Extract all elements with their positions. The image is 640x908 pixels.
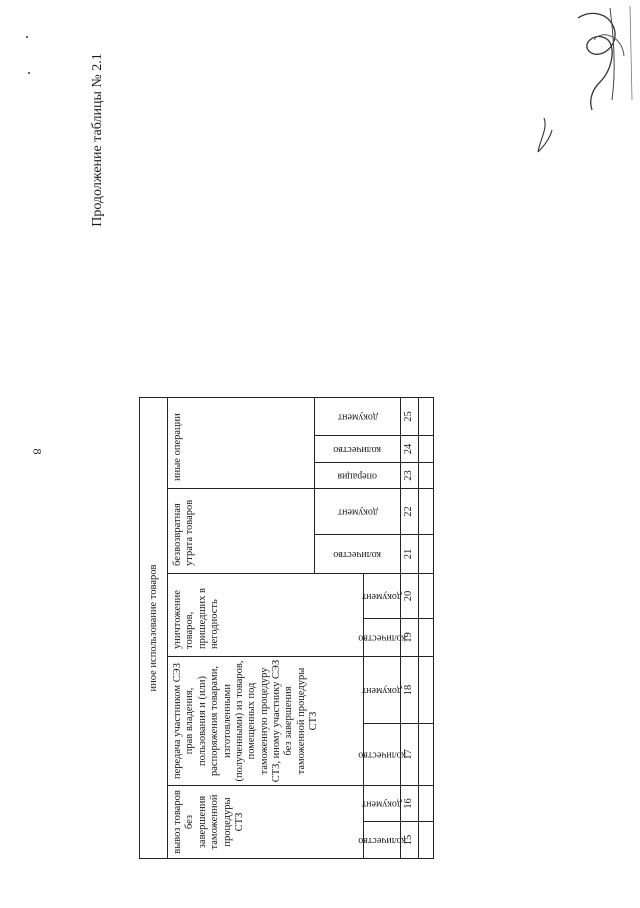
empty-cell (418, 534, 434, 574)
data-table (139, 397, 434, 859)
subheader-quantity: количество (314, 435, 401, 463)
signature (530, 0, 640, 170)
column-number: 21 (400, 534, 419, 574)
empty-cell (418, 573, 434, 619)
subheader-quantity: количество (363, 723, 401, 786)
empty-cell (418, 435, 434, 463)
column-number: 16 (400, 785, 419, 822)
group-header: уничтожение товаров, пришедших в негодность (167, 573, 364, 657)
column-number: 15 (400, 821, 419, 859)
column-number: 17 (400, 723, 419, 786)
column-number: 24 (400, 435, 419, 463)
scan-speck (26, 36, 28, 38)
subheader-document: документ (363, 573, 401, 619)
subheader-document: документ (314, 488, 401, 535)
empty-cell (418, 397, 434, 436)
empty-cell (418, 656, 434, 724)
column-number: 22 (400, 488, 419, 535)
empty-cell (418, 618, 434, 657)
subheader-quantity: количество (363, 821, 401, 859)
column-number: 20 (400, 573, 419, 619)
empty-cell (418, 821, 434, 859)
main-header: иное использование товаров (139, 397, 168, 859)
column-number: 18 (400, 656, 419, 724)
group-header: иные операции (167, 397, 315, 489)
empty-cell (418, 785, 434, 822)
subheader-document: документ (314, 397, 401, 436)
subheader-operation: операция (314, 462, 401, 489)
subheader-document: документ (363, 656, 401, 724)
group-header: безвозвратная утрата товаров (167, 488, 315, 574)
column-number: 19 (400, 618, 419, 657)
subheader-quantity: количество (363, 618, 401, 657)
column-number: 23 (400, 462, 419, 489)
empty-cell (418, 488, 434, 535)
scan-speck (28, 72, 30, 74)
page-number: 8 (30, 448, 45, 455)
empty-cell (418, 723, 434, 786)
column-number: 25 (400, 397, 419, 436)
group-header: вывоз товаров без завершения таможенной процедуры СТЗ (167, 785, 364, 859)
subheader-quantity: количество (314, 534, 401, 574)
group-header: передача участником СЭЗ прав владения, пользования и (или) распоряжения товарами, изготовленными (полученными) из товаров, помещенных под таможенную процедуру СТЗ, иному участнику СЭЗ без завершения таможенной процедуры СТЗ (167, 656, 364, 786)
table-caption-text: Продолжение таблицы № 2.1 (90, 53, 105, 227)
table-caption (84, 40, 112, 240)
subheader-document: документ (363, 785, 401, 822)
empty-cell (418, 462, 434, 489)
